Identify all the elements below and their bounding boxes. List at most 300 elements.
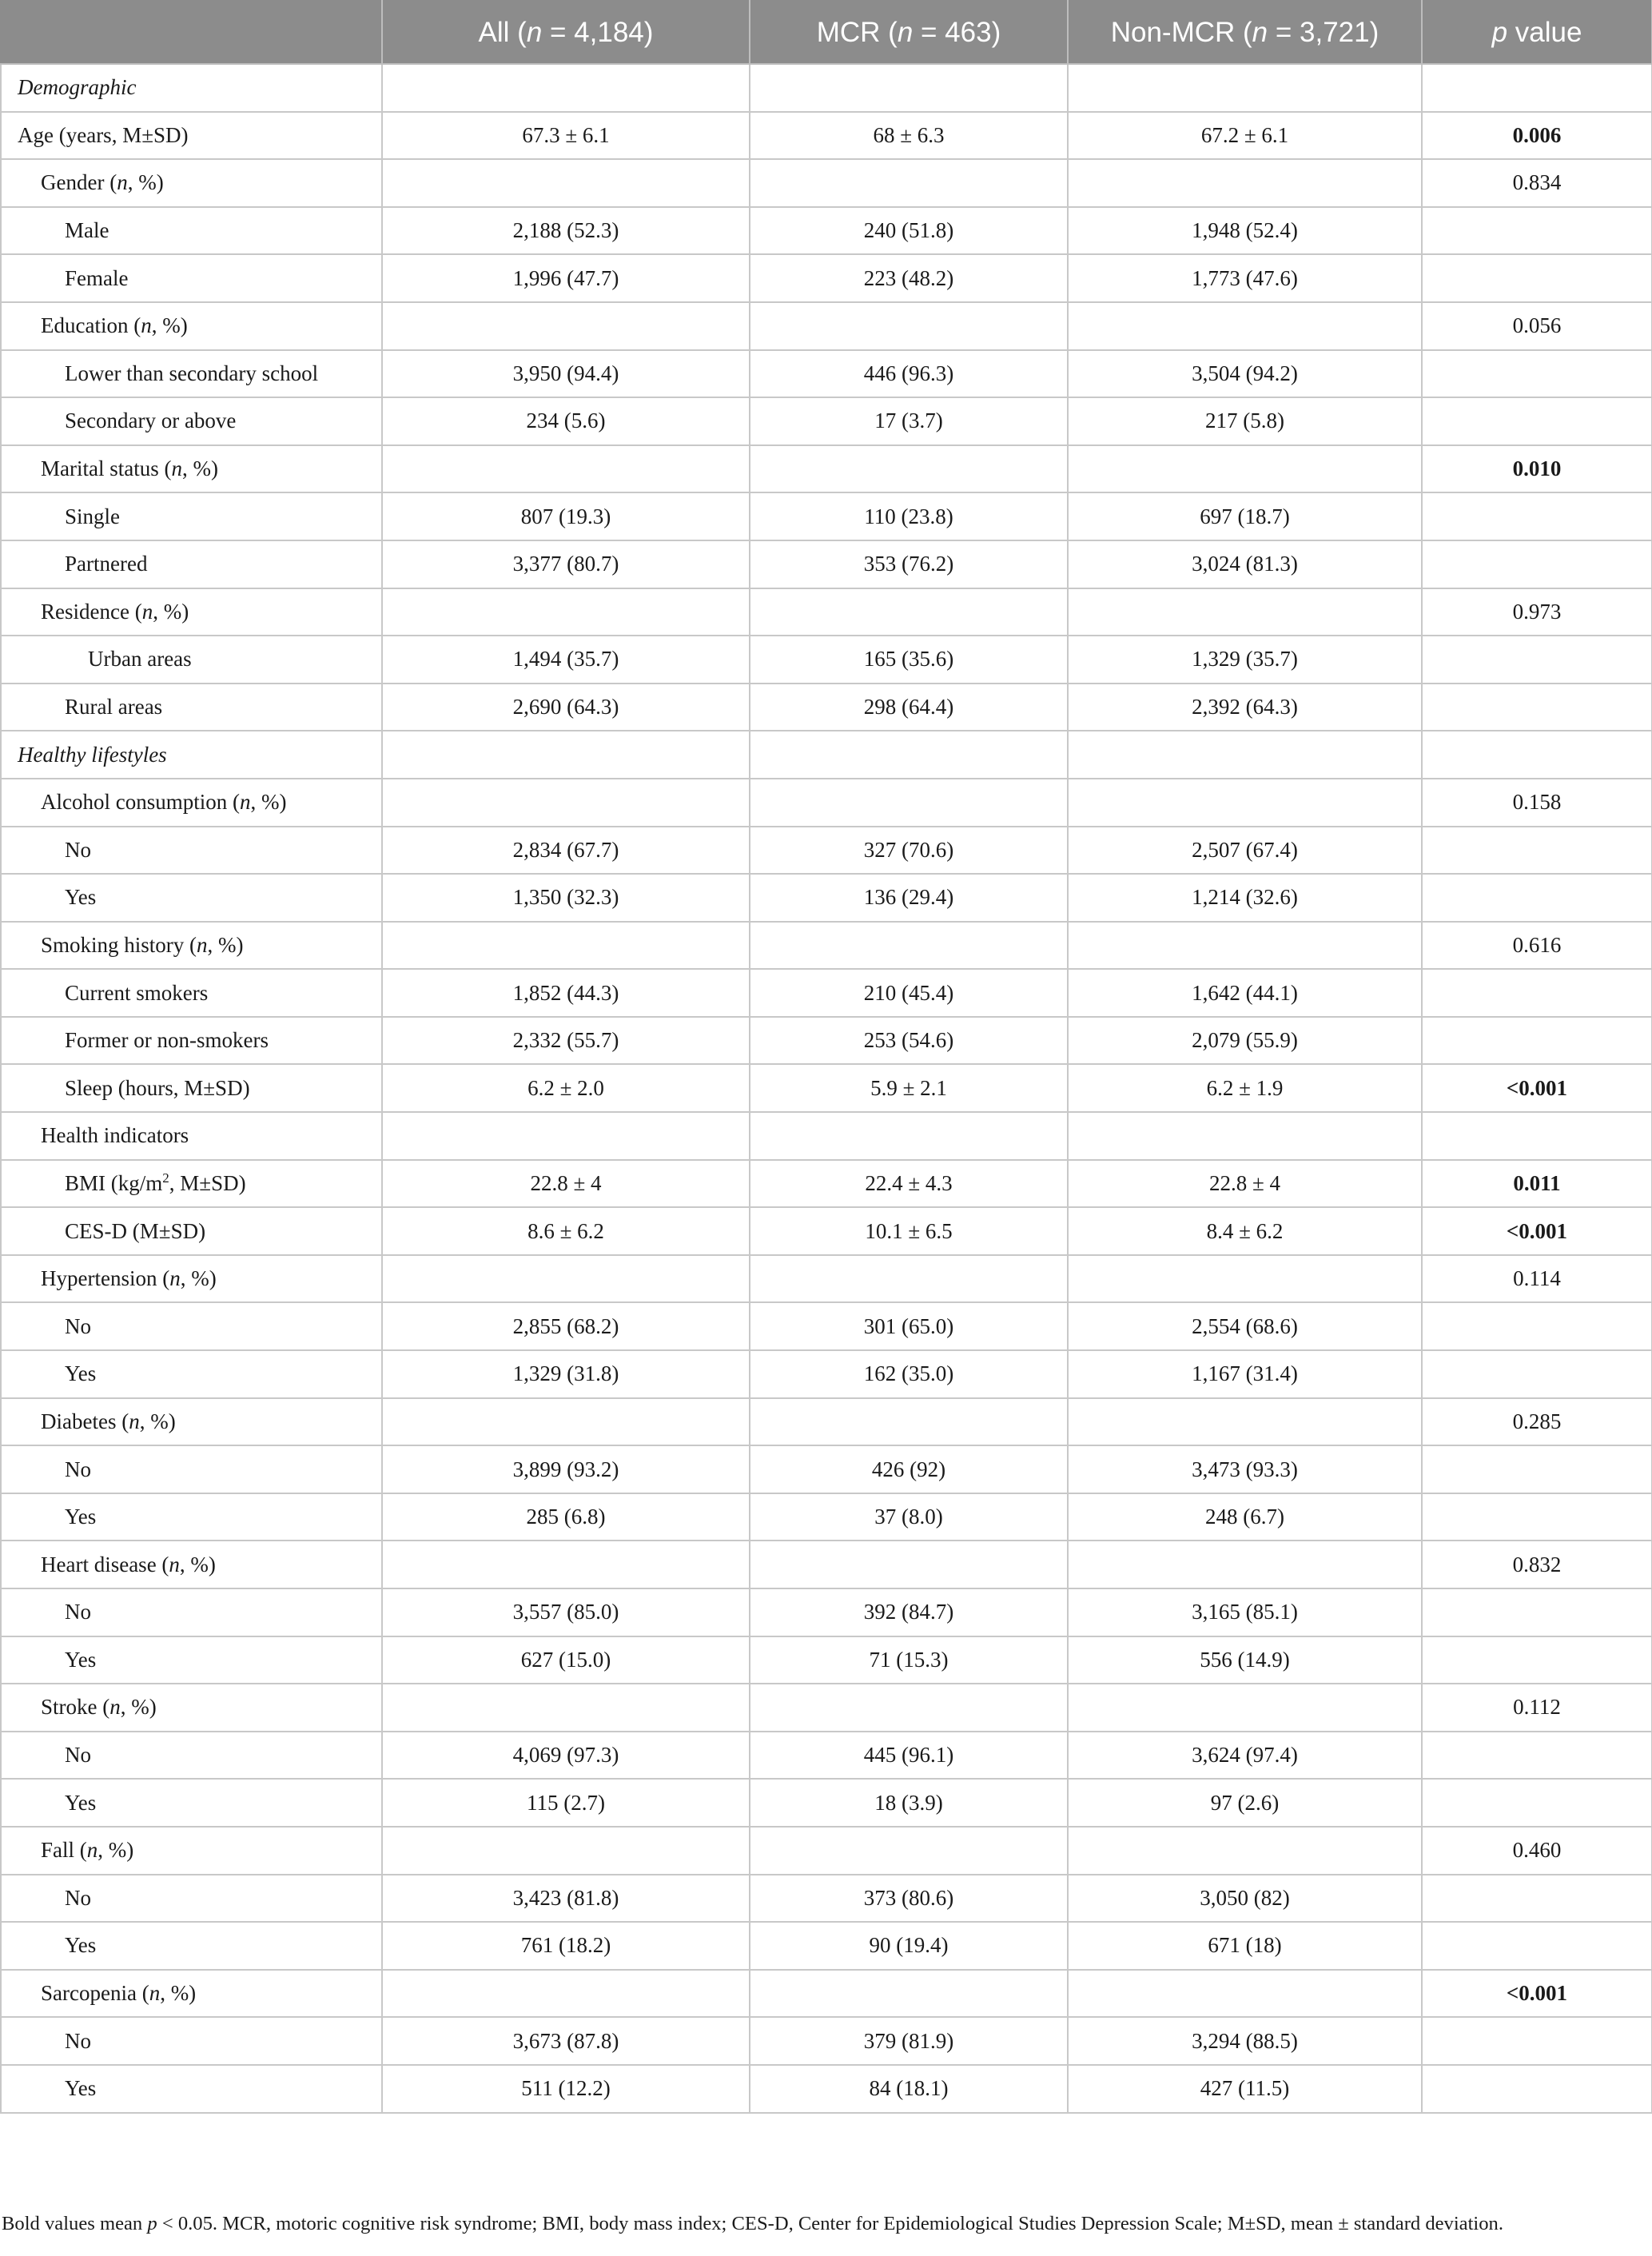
table-row <box>1 1684 1652 1732</box>
header-row <box>1 1 1652 64</box>
header-all <box>382 1 750 64</box>
cell-mcr: 392 (84.7) <box>750 1588 1068 1636</box>
table-row <box>1 1255 1652 1303</box>
cell-non-mcr: 22.8 ± 4 <box>1068 1160 1422 1208</box>
cell-p-value: 0.973 <box>1422 588 1652 636</box>
cell-all <box>382 1827 750 1875</box>
row-label-post: , %) <box>181 456 218 481</box>
cell-non-mcr: 3,473 (93.3) <box>1068 1445 1422 1493</box>
cell-p-value: <0.001 <box>1422 1064 1652 1112</box>
cell-all: 3,673 (87.8) <box>382 2017 750 2065</box>
cell-non-mcr: 1,773 (47.6) <box>1068 254 1422 302</box>
cell-mcr: 301 (65.0) <box>750 1302 1068 1350</box>
row-label: Yes <box>1 1493 382 1541</box>
row-label-post: , %) <box>151 313 188 338</box>
cell-mcr <box>750 1970 1068 2018</box>
cell-p-value: 0.006 <box>1422 112 1652 160</box>
cell-non-mcr: 1,214 (32.6) <box>1068 874 1422 922</box>
cell-mcr: 22.4 ± 4.3 <box>750 1160 1068 1208</box>
table-row <box>1 1779 1652 1827</box>
cell-non-mcr: 671 (18) <box>1068 1922 1422 1970</box>
cell-non-mcr: 2,079 (55.9) <box>1068 1017 1422 1065</box>
row-label-post: , %) <box>207 932 244 957</box>
cell-p-value <box>1422 1493 1652 1541</box>
table-row <box>1 492 1652 540</box>
cell-all: 1,329 (31.8) <box>382 1350 750 1398</box>
cell-p-value <box>1422 1732 1652 1780</box>
cell-non-mcr: 3,624 (97.4) <box>1068 1732 1422 1780</box>
row-label <box>1 1684 382 1732</box>
cell-p-value <box>1422 1588 1652 1636</box>
cell-p-value <box>1422 1636 1652 1684</box>
cell-mcr <box>750 159 1068 207</box>
cell-all <box>382 1970 750 2018</box>
row-label: Yes <box>1 874 382 922</box>
cell-mcr <box>750 1112 1068 1160</box>
cell-all: 2,690 (64.3) <box>382 684 750 731</box>
cell-p-value <box>1422 254 1652 302</box>
cell-non-mcr: 427 (11.5) <box>1068 2065 1422 2113</box>
cell-all <box>382 1684 750 1732</box>
table-row <box>1 1302 1652 1350</box>
header-all-n: n <box>526 16 543 48</box>
row-label-post: , %) <box>139 1409 176 1433</box>
cell-all: 511 (12.2) <box>382 2065 750 2113</box>
cell-mcr: 379 (81.9) <box>750 2017 1068 2065</box>
cell-non-mcr: 3,504 (94.2) <box>1068 350 1422 398</box>
header-variable <box>1 1 382 64</box>
table-row <box>1 445 1652 493</box>
row-label-pre: Residence ( <box>41 599 142 624</box>
cell-mcr: 426 (92) <box>750 1445 1068 1493</box>
row-label-pre: Stroke ( <box>41 1695 110 1720</box>
row-label <box>1 1827 382 1875</box>
header-all-pre: All ( <box>478 16 527 48</box>
row-label: No <box>1 1302 382 1350</box>
cell-mcr: 110 (23.8) <box>750 492 1068 540</box>
table-row <box>1 827 1652 875</box>
section-row <box>1 64 1652 112</box>
cell-all <box>382 302 750 350</box>
cell-mcr <box>750 1684 1068 1732</box>
row-label <box>1 1160 382 1208</box>
row-label: Male <box>1 207 382 255</box>
cell-all: 3,557 (85.0) <box>382 1588 750 1636</box>
row-label: Health indicators <box>1 1112 382 1160</box>
cell-mcr <box>750 1255 1068 1303</box>
row-label-post: , %) <box>179 1552 216 1576</box>
cell-all: 285 (6.8) <box>382 1493 750 1541</box>
cell-mcr <box>750 588 1068 636</box>
row-label: Secondary or above <box>1 397 382 445</box>
header-all-post: = 4,184) <box>542 16 654 48</box>
row-label: Current smokers <box>1 969 382 1017</box>
cell-non-mcr <box>1068 1255 1422 1303</box>
row-label-sup: 2 <box>162 1170 169 1186</box>
cell-mcr: 446 (96.3) <box>750 350 1068 398</box>
table-body <box>1 64 1652 2113</box>
row-label <box>1 159 382 207</box>
table-row <box>1 2065 1652 2113</box>
header-non-post: = 3,721) <box>1268 16 1379 48</box>
table-row <box>1 1875 1652 1923</box>
cell-all: 2,855 (68.2) <box>382 1302 750 1350</box>
cell-all <box>382 1398 750 1446</box>
cell-non-mcr: 1,167 (31.4) <box>1068 1350 1422 1398</box>
row-label: Urban areas <box>1 636 382 684</box>
row-label: Sleep (hours, M±SD) <box>1 1064 382 1112</box>
row-label-pre: Education ( <box>41 313 141 338</box>
row-label: Healthy lifestyles <box>1 731 382 779</box>
cell-non-mcr: 8.4 ± 6.2 <box>1068 1207 1422 1255</box>
cell-mcr: 18 (3.9) <box>750 1779 1068 1827</box>
table-row <box>1 254 1652 302</box>
cell-mcr <box>750 731 1068 779</box>
row-label: No <box>1 1588 382 1636</box>
row-label: Rural areas <box>1 684 382 731</box>
row-label-pre: Smoking history ( <box>41 932 197 957</box>
table-row <box>1 540 1652 588</box>
table-row <box>1 2017 1652 2065</box>
row-label-pre: Sarcopenia ( <box>41 1981 149 2006</box>
row-label-post: , %) <box>180 1266 217 1291</box>
cell-mcr <box>750 779 1068 827</box>
cell-mcr: 17 (3.7) <box>750 397 1068 445</box>
header-p-post: value <box>1507 16 1582 48</box>
row-label: Lower than secondary school <box>1 350 382 398</box>
row-label-n: n <box>149 1981 161 2006</box>
cell-non-mcr <box>1068 1827 1422 1875</box>
table-row <box>1 1732 1652 1780</box>
cell-non-mcr: 217 (5.8) <box>1068 397 1422 445</box>
table-row <box>1 1827 1652 1875</box>
cell-mcr: 298 (64.4) <box>750 684 1068 731</box>
cell-non-mcr: 556 (14.9) <box>1068 1636 1422 1684</box>
table-row <box>1 1160 1652 1208</box>
cell-p-value: 0.285 <box>1422 1398 1652 1446</box>
cell-all: 1,494 (35.7) <box>382 636 750 684</box>
row-label-post: , %) <box>120 1695 157 1720</box>
cell-all <box>382 1541 750 1588</box>
row-label: Former or non-smokers <box>1 1017 382 1065</box>
cell-non-mcr <box>1068 302 1422 350</box>
cell-all: 234 (5.6) <box>382 397 750 445</box>
cell-non-mcr: 97 (2.6) <box>1068 1779 1422 1827</box>
row-label-post: , %) <box>153 599 189 624</box>
table-row <box>1 1636 1652 1684</box>
cell-all: 627 (15.0) <box>382 1636 750 1684</box>
row-label-n: n <box>169 1552 180 1576</box>
table-row <box>1 779 1652 827</box>
row-label-pre: Diabetes ( <box>41 1409 129 1433</box>
cell-non-mcr <box>1068 1684 1422 1732</box>
header-non-pre: Non-MCR ( <box>1110 16 1252 48</box>
cell-p-value <box>1422 874 1652 922</box>
table-row <box>1 159 1652 207</box>
cell-mcr: 90 (19.4) <box>750 1922 1068 1970</box>
cell-non-mcr: 1,948 (52.4) <box>1068 207 1422 255</box>
header-non-mcr <box>1068 1 1422 64</box>
cell-p-value: 0.832 <box>1422 1541 1652 1588</box>
cell-mcr <box>750 922 1068 970</box>
cell-mcr: 210 (45.4) <box>750 969 1068 1017</box>
cell-mcr: 165 (35.6) <box>750 636 1068 684</box>
cell-all: 4,069 (97.3) <box>382 1732 750 1780</box>
row-label-n: n <box>141 313 152 338</box>
cell-non-mcr: 697 (18.7) <box>1068 492 1422 540</box>
cell-non-mcr: 3,294 (88.5) <box>1068 2017 1422 2065</box>
row-label: Yes <box>1 2065 382 2113</box>
row-label-pre: Hypertension ( <box>41 1266 170 1291</box>
cell-non-mcr: 1,642 (44.1) <box>1068 969 1422 1017</box>
cell-all: 3,423 (81.8) <box>382 1875 750 1923</box>
row-label: Partnered <box>1 540 382 588</box>
cell-all: 807 (19.3) <box>382 492 750 540</box>
table-row <box>1 302 1652 350</box>
row-label: Yes <box>1 1636 382 1684</box>
cell-all <box>382 64 750 112</box>
row-label <box>1 445 382 493</box>
cell-p-value: 0.112 <box>1422 1684 1652 1732</box>
row-label-n: n <box>171 456 182 481</box>
cell-mcr <box>750 1398 1068 1446</box>
row-label: Age (years, M±SD) <box>1 112 382 160</box>
cell-mcr: 68 ± 6.3 <box>750 112 1068 160</box>
cell-p-value <box>1422 1017 1652 1065</box>
row-label: Demographic <box>1 64 382 112</box>
cell-p-value <box>1422 397 1652 445</box>
cell-p-value <box>1422 64 1652 112</box>
cell-mcr <box>750 64 1068 112</box>
cell-all <box>382 1112 750 1160</box>
cell-p-value <box>1422 492 1652 540</box>
cell-p-value <box>1422 1445 1652 1493</box>
cell-non-mcr: 67.2 ± 6.1 <box>1068 112 1422 160</box>
cell-non-mcr: 3,165 (85.1) <box>1068 1588 1422 1636</box>
row-label-post: , M±SD) <box>169 1171 246 1196</box>
cell-all: 3,950 (94.4) <box>382 350 750 398</box>
table-footnote <box>2 2213 1503 2235</box>
section-row <box>1 731 1652 779</box>
row-label-n: n <box>197 932 208 957</box>
cell-p-value: 0.158 <box>1422 779 1652 827</box>
cell-all: 1,996 (47.7) <box>382 254 750 302</box>
cell-all <box>382 779 750 827</box>
cell-p-value <box>1422 207 1652 255</box>
table-row <box>1 112 1652 160</box>
cell-non-mcr <box>1068 1112 1422 1160</box>
cell-non-mcr <box>1068 779 1422 827</box>
cell-p-value: 0.616 <box>1422 922 1652 970</box>
cell-all: 2,188 (52.3) <box>382 207 750 255</box>
cell-all: 761 (18.2) <box>382 1922 750 1970</box>
cell-non-mcr <box>1068 1398 1422 1446</box>
cell-all <box>382 159 750 207</box>
header-mcr <box>750 1 1068 64</box>
row-label: No <box>1 827 382 875</box>
cell-mcr: 162 (35.0) <box>750 1350 1068 1398</box>
table-row <box>1 588 1652 636</box>
cell-all: 22.8 ± 4 <box>382 1160 750 1208</box>
row-label-pre: Heart disease ( <box>41 1552 169 1576</box>
row-label-n: n <box>117 170 128 195</box>
table-row <box>1 969 1652 1017</box>
cell-p-value <box>1422 1875 1652 1923</box>
cell-non-mcr: 1,329 (35.7) <box>1068 636 1422 684</box>
cell-mcr: 37 (8.0) <box>750 1493 1068 1541</box>
table-row <box>1 1922 1652 1970</box>
cell-mcr <box>750 445 1068 493</box>
cell-p-value <box>1422 540 1652 588</box>
footnote-p: p <box>147 2213 157 2234</box>
cell-all <box>382 731 750 779</box>
cell-all <box>382 922 750 970</box>
header-non-n: n <box>1252 16 1268 48</box>
cell-mcr: 71 (15.3) <box>750 1636 1068 1684</box>
row-label: No <box>1 1732 382 1780</box>
cell-non-mcr: 2,554 (68.6) <box>1068 1302 1422 1350</box>
cell-mcr: 373 (80.6) <box>750 1875 1068 1923</box>
table-row <box>1 1112 1652 1160</box>
row-label-n: n <box>109 1695 121 1720</box>
row-label <box>1 302 382 350</box>
cell-p-value: <0.001 <box>1422 1970 1652 2018</box>
cell-all: 1,852 (44.3) <box>382 969 750 1017</box>
cell-p-value: 0.056 <box>1422 302 1652 350</box>
table-row <box>1 350 1652 398</box>
table-row <box>1 1398 1652 1446</box>
cell-non-mcr: 248 (6.7) <box>1068 1493 1422 1541</box>
cell-all <box>382 445 750 493</box>
cell-mcr: 445 (96.1) <box>750 1732 1068 1780</box>
row-label: Yes <box>1 1922 382 1970</box>
row-label: CES-D (M±SD) <box>1 1207 382 1255</box>
cell-non-mcr <box>1068 64 1422 112</box>
row-label: No <box>1 1445 382 1493</box>
cell-all: 115 (2.7) <box>382 1779 750 1827</box>
cell-mcr: 223 (48.2) <box>750 254 1068 302</box>
table-row <box>1 1588 1652 1636</box>
row-label: No <box>1 2017 382 2065</box>
header-mcr-pre: MCR ( <box>816 16 898 48</box>
cell-non-mcr: 3,050 (82) <box>1068 1875 1422 1923</box>
cell-mcr: 84 (18.1) <box>750 2065 1068 2113</box>
cell-all <box>382 1255 750 1303</box>
cell-non-mcr: 3,024 (81.3) <box>1068 540 1422 588</box>
header-p-pre: p <box>1491 16 1508 48</box>
cell-p-value <box>1422 684 1652 731</box>
footnote-pre: Bold values mean <box>2 2213 148 2234</box>
cell-all <box>382 588 750 636</box>
cell-p-value: 0.834 <box>1422 159 1652 207</box>
cell-non-mcr: 6.2 ± 1.9 <box>1068 1064 1422 1112</box>
cell-p-value <box>1422 1302 1652 1350</box>
cell-all: 2,834 (67.7) <box>382 827 750 875</box>
cell-non-mcr <box>1068 922 1422 970</box>
cell-p-value: 0.010 <box>1422 445 1652 493</box>
cell-non-mcr <box>1068 1970 1422 2018</box>
row-label-post: , %) <box>250 790 287 815</box>
table-row <box>1 1350 1652 1398</box>
row-label <box>1 588 382 636</box>
row-label-post: , %) <box>98 1838 134 1863</box>
row-label-post: , %) <box>160 1981 197 2006</box>
row-label-n: n <box>141 599 153 624</box>
cell-all: 3,377 (80.7) <box>382 540 750 588</box>
header-p-value <box>1422 1 1652 64</box>
row-label-n: n <box>86 1838 98 1863</box>
cell-non-mcr <box>1068 588 1422 636</box>
table-row <box>1 874 1652 922</box>
cell-p-value <box>1422 1922 1652 1970</box>
cell-mcr <box>750 1541 1068 1588</box>
cell-non-mcr <box>1068 731 1422 779</box>
cell-p-value <box>1422 1779 1652 1827</box>
footnote-post: < 0.05. MCR, motoric cognitive risk syndrome; BMI, body mass index; CES-D, Center for Epidemiological Studies Depression Scale; M±SD, mean ± standard deviation. <box>157 2213 1503 2234</box>
table-row <box>1 207 1652 255</box>
cell-p-value <box>1422 2017 1652 2065</box>
cell-all: 67.3 ± 6.1 <box>382 112 750 160</box>
table-row <box>1 397 1652 445</box>
cell-all: 6.2 ± 2.0 <box>382 1064 750 1112</box>
cell-mcr: 240 (51.8) <box>750 207 1068 255</box>
table-row <box>1 1541 1652 1588</box>
cell-non-mcr <box>1068 159 1422 207</box>
table-row <box>1 1017 1652 1065</box>
row-label <box>1 1541 382 1588</box>
table-row <box>1 1064 1652 1112</box>
row-label-n: n <box>239 790 251 815</box>
table-row <box>1 1207 1652 1255</box>
row-label: Single <box>1 492 382 540</box>
cell-p-value <box>1422 827 1652 875</box>
cell-all: 3,899 (93.2) <box>382 1445 750 1493</box>
cell-mcr: 327 (70.6) <box>750 827 1068 875</box>
cell-non-mcr <box>1068 445 1422 493</box>
cell-p-value: <0.001 <box>1422 1207 1652 1255</box>
row-label-pre: Gender ( <box>41 170 117 195</box>
cell-mcr: 5.9 ± 2.1 <box>750 1064 1068 1112</box>
table-row <box>1 1445 1652 1493</box>
cell-mcr <box>750 302 1068 350</box>
cell-non-mcr <box>1068 1541 1422 1588</box>
cell-p-value <box>1422 1350 1652 1398</box>
header-mcr-post: = 463) <box>913 16 1001 48</box>
cell-mcr: 10.1 ± 6.5 <box>750 1207 1068 1255</box>
cell-mcr: 136 (29.4) <box>750 874 1068 922</box>
cell-all: 2,332 (55.7) <box>382 1017 750 1065</box>
cell-non-mcr: 2,507 (67.4) <box>1068 827 1422 875</box>
cell-p-value <box>1422 350 1652 398</box>
cell-p-value: 0.460 <box>1422 1827 1652 1875</box>
cell-p-value <box>1422 731 1652 779</box>
cell-all: 8.6 ± 6.2 <box>382 1207 750 1255</box>
row-label <box>1 922 382 970</box>
table-row <box>1 636 1652 684</box>
table-row <box>1 1493 1652 1541</box>
row-label-n: n <box>129 1409 140 1433</box>
row-label <box>1 1398 382 1446</box>
table-row <box>1 684 1652 731</box>
row-label <box>1 1970 382 2018</box>
cell-p-value: 0.114 <box>1422 1255 1652 1303</box>
row-label <box>1 1255 382 1303</box>
table-row <box>1 922 1652 970</box>
cell-p-value: 0.011 <box>1422 1160 1652 1208</box>
cell-all: 1,350 (32.3) <box>382 874 750 922</box>
row-label-pre: Alcohol consumption ( <box>41 790 240 815</box>
cell-p-value <box>1422 969 1652 1017</box>
